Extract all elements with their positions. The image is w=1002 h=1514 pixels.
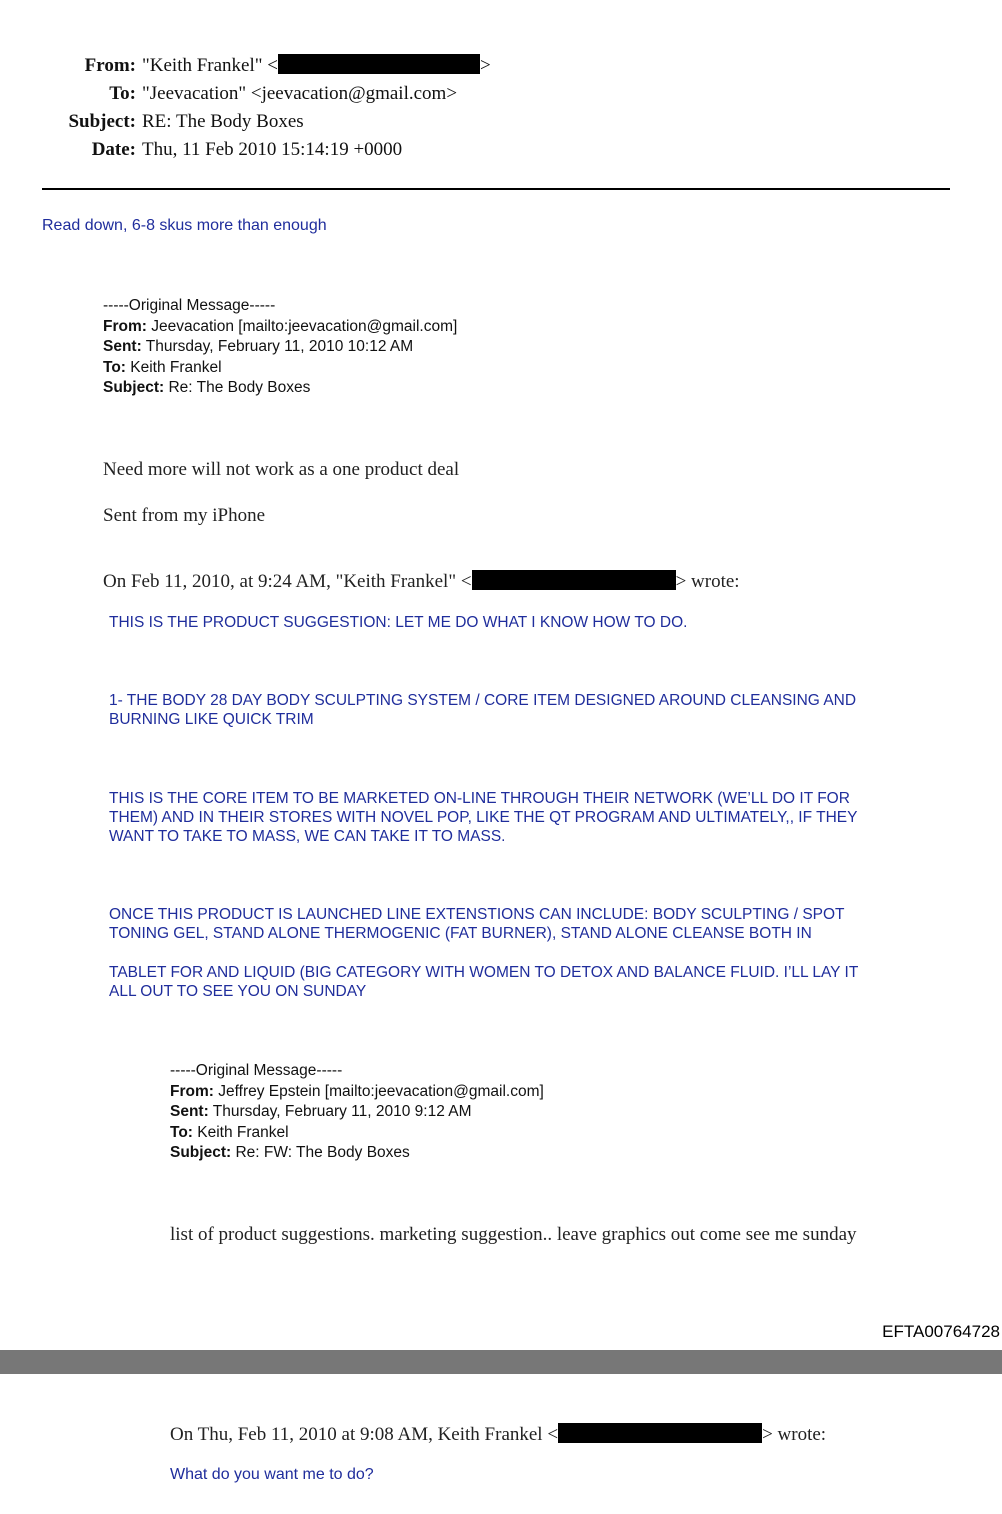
header-to-value: "Jeevacation" <jeevacation@gmail.com>: [142, 83, 458, 104]
orig2-subject-value: Re: FW: The Body Boxes: [235, 1144, 410, 1161]
reply-note: Read down, 6-8 skus more than enough: [42, 217, 327, 234]
body1-line1: Need more will not work as a one product deal: [103, 459, 460, 480]
header-subject-label: Subject:: [68, 111, 136, 132]
orig1-to-value: Keith Frankel: [130, 358, 222, 376]
page2-wrote-line: [170, 1423, 826, 1446]
body1-wrote-line: [103, 570, 740, 593]
page2-wrote-prefix: On Thu, Feb 11, 2010 at 9:08 AM, Keith Frankel <: [170, 1424, 559, 1445]
body1-wrote-suffix: > wrote:: [675, 571, 740, 592]
caps-p4-line1: ONCE THIS PRODUCT IS LAUNCHED LINE EXTENSTIONS CAN INCLUDE: BODY SCULPTING / SPOT: [109, 906, 845, 923]
redaction-bar: [558, 1423, 762, 1443]
header-date-row: [0, 136, 402, 164]
orig1-subject-label: Subject:: [103, 379, 165, 396]
orig2-sent-label: Sent:: [170, 1103, 209, 1120]
caps-paragraph-4: [109, 905, 845, 943]
header-to-row: [0, 80, 457, 108]
caps-paragraph-3: [109, 789, 857, 846]
redaction-bar: [472, 570, 676, 590]
header-divider: [42, 188, 950, 190]
original-message-1: [103, 296, 457, 399]
header-from-end: >: [479, 55, 491, 76]
page2-question: What do you want me to do?: [170, 1466, 374, 1483]
header-to-label: To:: [109, 83, 136, 104]
orig1-sent-label: Sent:: [103, 338, 142, 355]
original-marker: -----Original Message-----: [170, 1062, 343, 1079]
caps-p3-line1: THIS IS THE CORE ITEM TO BE MARKETED ON-LINE THROUGH THEIR NETWORK (WE’LL DO IT FOR: [109, 790, 850, 807]
header-date-value: Thu, 11 Feb 2010 15:14:19 +0000: [142, 139, 403, 160]
caps-p2-line1: 1- THE BODY 28 DAY BODY SCULPTING SYSTEM / CORE ITEM DESIGNED AROUND CLEANSING AND: [109, 692, 857, 709]
header-date-label: Date:: [91, 139, 136, 160]
caps-paragraph-5: [109, 963, 858, 1001]
caps-p5-line1: TABLET FOR AND LIQUID (BIG CATEGORY WITH WOMEN TO DETOX AND BALANCE FLUID. I’LL LAY IT: [109, 964, 859, 981]
header-from-value: "Keith Frankel" <: [142, 55, 278, 76]
header-from-row: [0, 52, 491, 80]
body2-line1: list of product suggestions. marketing suggestion.. leave graphics out come see me sunday: [170, 1224, 857, 1245]
caps-p4-line2: TONING GEL, STAND ALONE THERMOGENIC (FAT BURNER), STAND ALONE CLEANSE BOTH IN: [109, 925, 812, 942]
orig2-from-label: From:: [170, 1082, 214, 1100]
caps-p3-line3: WANT TO TAKE TO MASS, WE CAN TAKE IT TO MASS.: [109, 828, 506, 845]
orig1-from-label: From:: [103, 317, 147, 335]
page-separator: [0, 1350, 1002, 1374]
caps-paragraph-2: [109, 691, 856, 729]
header-subject-row: [0, 108, 304, 136]
caps-p3-line2: THEM) AND IN THEIR STORES WITH NOVEL POP, LIKE THE QT PROGRAM AND ULTIMATELY,, IF THEY: [109, 809, 858, 826]
redaction-bar: [278, 54, 480, 74]
original-marker: -----Original Message-----: [103, 297, 276, 314]
body1-wrote-prefix: On Feb 11, 2010, at 9:24 AM, "Keith Frankel" <: [103, 571, 472, 592]
caps-p5-line2: ALL OUT TO SEE YOU ON SUNDAY: [109, 983, 367, 1000]
orig1-from-value: Jeevacation [mailto:jeevacation@gmail.com]: [151, 317, 458, 335]
caps-paragraph-1: THIS IS THE PRODUCT SUGGESTION: LET ME DO WHAT I KNOW HOW TO DO.: [109, 614, 688, 631]
orig2-to-label: To:: [170, 1123, 193, 1141]
page2-wrote-suffix: > wrote:: [762, 1424, 827, 1445]
orig2-to-value: Keith Frankel: [197, 1123, 289, 1141]
orig2-sent-value: Thursday, February 11, 2010 9:12 AM: [212, 1103, 472, 1120]
orig1-to-label: To:: [103, 358, 126, 376]
orig1-sent-value: Thursday, February 11, 2010 10:12 AM: [145, 338, 414, 355]
orig1-subject-value: Re: The Body Boxes: [168, 379, 311, 396]
original-message-2: [170, 1061, 544, 1164]
header-from-label: From:: [84, 55, 136, 76]
orig2-subject-label: Subject:: [170, 1144, 232, 1161]
caps-p2-line2: BURNING LIKE QUICK TRIM: [109, 711, 314, 728]
document-stamp: EFTA00764728: [882, 1322, 1000, 1341]
body1-line2: Sent from my iPhone: [103, 505, 266, 526]
header-subject-value: RE: The Body Boxes: [142, 111, 304, 132]
orig2-from-value: Jeffrey Epstein [mailto:jeevacation@gmail.com]: [218, 1082, 544, 1100]
